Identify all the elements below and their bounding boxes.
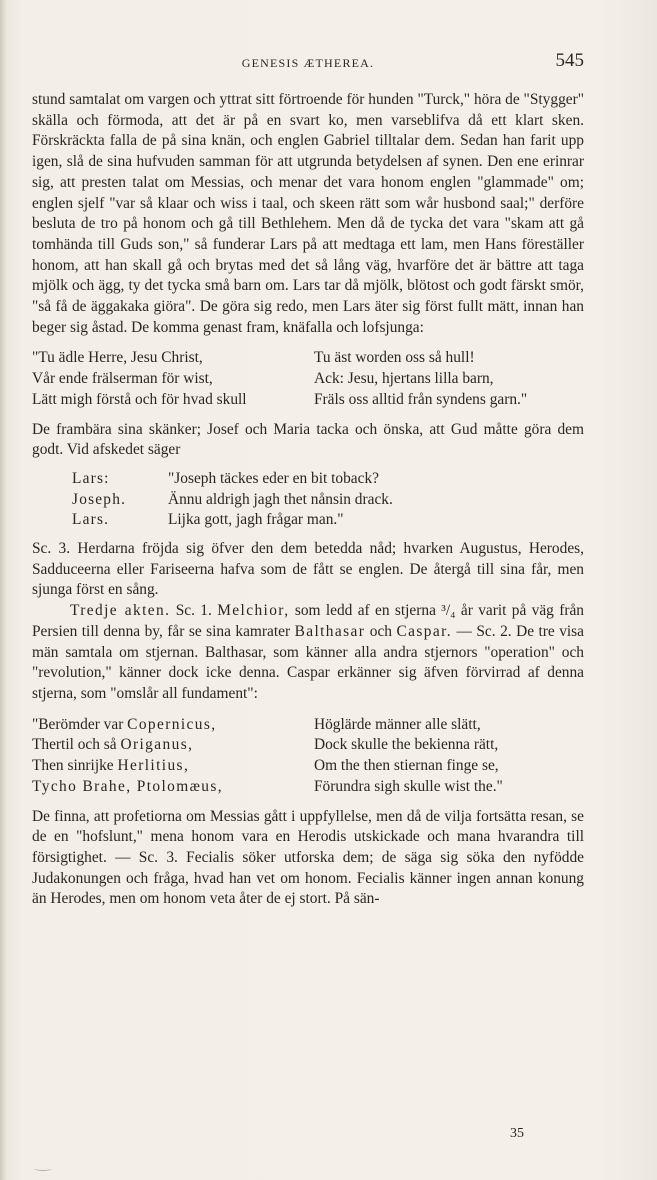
paragraph — [32, 601, 584, 705]
text-run: och — [365, 622, 397, 640]
verse-line: Dock skulle the bekienna rätt, — [314, 736, 499, 754]
verse-line: Lätt migh förstå och för hvad skull — [32, 390, 247, 408]
dialogue-row — [72, 490, 584, 511]
verse-text: , — [211, 715, 216, 733]
text-run: som ledd af en stjerna ³/₄ år varit på väg från Persien till denna by, får se sina kamrater — [32, 602, 584, 640]
verse-text: "Berömder var — [32, 715, 128, 733]
astronomer-name: Tycho Brahe, Ptolomæus — [32, 777, 218, 795]
dialogue-block — [72, 469, 584, 531]
verse-line — [32, 756, 314, 777]
dialogue-row — [72, 510, 584, 531]
character-name: Caspar. — [396, 622, 453, 640]
character-name: Melchior, — [217, 602, 290, 620]
signature-mark: 35 — [510, 1126, 524, 1141]
character-name: Balthasar — [294, 622, 366, 640]
speaker-name: Joseph. — [72, 490, 127, 508]
page-header — [32, 50, 584, 76]
paragraph: Sc. 3. Herdarna fröjda sig öfver den dem betedda nåd; hvarken Augustus, Herodes, Sadduceerna eller Fariseerna hafva som de fått se englen. De återgå till sina får, men sjunga först en sång. — [32, 540, 584, 599]
verse-block — [32, 715, 584, 798]
ink-mark — [34, 1166, 52, 1171]
verse-line: Om the then stiernan finge se, — [314, 757, 499, 775]
astronomer-name: Herlitius — [117, 757, 184, 775]
verse-line: Ack: Jesu, hjertans lilla barn, — [314, 370, 494, 388]
astronomer-name: Copernicus — [127, 715, 212, 733]
verse-line: "Tu ädle Herre, Jesu Christ, — [32, 349, 203, 367]
verse-text: Thertil och så — [32, 736, 121, 754]
dialogue-line: Ännu aldrigh jagh thet nånsin drack. — [168, 490, 393, 508]
verse-line: Höglärde männer alle slätt, — [314, 715, 481, 733]
verse-line — [32, 715, 314, 736]
verse-left-column — [32, 715, 314, 798]
verse-block — [32, 348, 584, 410]
verse-left-column — [32, 348, 314, 410]
verse-line — [32, 735, 314, 756]
verse-right-column — [314, 348, 584, 410]
astronomer-name: Origanus — [120, 736, 189, 754]
paragraph: stund samtalat om vargen och yttrat sitt förtroende för hunden "Turck," höra de "Stygger" skälla och förmoda, att det är på en svart ko, men varseblifva då ett klart sken. Förskräckta falla de på sina knän, och englen Gabriel tilltalar dem. Sedan han farit upp igen, slå de sina hufvuden samman för att utgrunda betydelsen af synen. Den ene erinrar sig, att presten talat om Messias, och menar det vara honom englen "glammade" om; englen sjelf "var så klaar och wiss i taal, och skeen rätt som wår husbond saal;" derföre besluta de tro på honom och gå till Bethlehem. Men då de tycka det vara "skam att gå tomhända till Guds son," så funderar Lars på att medtaga ett lam, men Hans föreställer honom, att han skall gå och brytas med det så lång väg, hvarföre det är bättre att taga mjölk och ägg, ty det tycka små barn om. Lars tar då mjölk, blötost och godt färskt smör, "så få de äggakaka giöra". De göra sig redo, men Lars äter sig först fullt mätt, innan han beger sig åstad. De komma genast fram, knäfalla och lofsjunga: — [32, 91, 584, 336]
verse-text: , — [188, 736, 192, 754]
dialogue-line: Lijka gott, jagh frågar man." — [168, 511, 344, 529]
verse-line — [32, 777, 314, 798]
page-gutter-shadow — [0, 0, 6, 1180]
body-text — [32, 90, 584, 910]
running-head: GENESIS ÆTHEREA. — [241, 56, 375, 70]
dialogue-row — [72, 469, 584, 490]
paragraph: De finna, att profetiorna om Messias gått i uppfyllelse, men då de vilja fortsätta resan, se de en "hofslunt," mena honom vara en Herodis utskickade och mana hvarandra till försigtighet. — Sc. 3. Fecialis söker utforska dem; de säga sig söka den nyfödde Judakonungen och fråga, hvad han vet om honom. Fecialis känner ingen annan konung än Herodes, men om honom veta åter de ej stort. På sän- — [32, 807, 584, 908]
verse-text: , — [183, 757, 188, 775]
verse-text: Then sinrijke — [32, 757, 118, 775]
act-heading: Tredje akten. — [70, 602, 171, 620]
verse-text: , — [217, 777, 222, 795]
verse-line: Fräls oss alltid från syndens garn." — [314, 390, 528, 408]
dialogue-line: "Joseph täckes eder en bit toback? — [168, 469, 379, 487]
verse-right-column — [314, 715, 584, 798]
verse-line: Tu äst worden oss så hull! — [314, 349, 475, 367]
text-run: — Sc. 2. De tre visa män samtala om stjernan. Balthasar, som känner alla andra stjernors "operation" och "revolution," känner dock icke denna. Caspar erkänner sig äfven förvirrad af denna stjerna, som "omslår all fundament": — [32, 622, 584, 702]
speaker-name: Lars. — [72, 511, 110, 529]
paragraph: De frambära sina skänker; Josef och Maria tacka och önska, att Gud måtte göra dem godt. Vid afskedet säger — [32, 420, 584, 459]
verse-line: Vår ende frälserman för wist, — [32, 370, 213, 388]
text-run: Sc. 1. — [170, 602, 218, 620]
verse-line: Förundra sigh skulle wist the." — [314, 777, 503, 795]
page-number: 545 — [555, 50, 584, 71]
speaker-name: Lars: — [72, 469, 110, 487]
